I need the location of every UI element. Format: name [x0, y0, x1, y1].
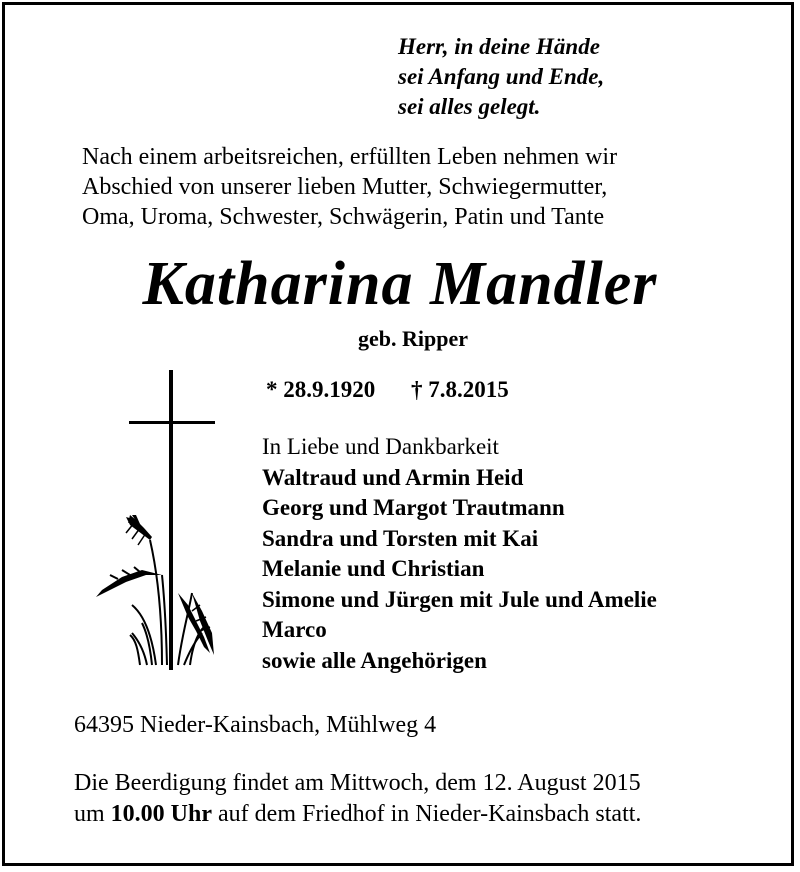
verse-line: Herr, in deine Hände: [398, 34, 600, 59]
funeral-prefix: um: [74, 801, 111, 827]
birth-date: * 28.9.1920: [266, 377, 376, 402]
signer-name: Marco: [262, 617, 327, 642]
death-date: † 7.8.2015: [411, 377, 509, 402]
deceased-name: Katharina Mandler: [142, 250, 658, 318]
life-dates: [266, 375, 509, 405]
intro-line: Oma, Uroma, Schwester, Schwägerin, Patin und Tante: [82, 204, 605, 230]
signer-name: Melanie und Christian: [262, 556, 485, 581]
signer-name: sowie alle Angehörigen: [262, 647, 487, 673]
funeral-line-1: Die Beerdigung findet am Mittwoch, dem 12. August 2015: [74, 770, 641, 796]
maiden-name: geb. Ripper: [358, 326, 468, 351]
funeral-line-2: [74, 799, 641, 830]
verse-line: sei alles gelegt.: [398, 94, 541, 119]
intro-text: [82, 142, 617, 232]
intro-line: Abschied von unserer lieben Mutter, Schwiegermutter,: [82, 174, 608, 200]
signer-name: Georg und Margot Trautmann: [262, 495, 565, 520]
signer-name: Waltraud und Armin Heid: [262, 464, 524, 490]
signers-block: [262, 432, 657, 676]
funeral-time: 10.00 Uhr: [110, 801, 213, 827]
signer-name: Simone und Jürgen mit Jule und Amelie: [262, 586, 657, 612]
bible-verse: [398, 32, 604, 122]
family-address: 64395 Nieder-Kainsbach, Mühlweg 4: [74, 712, 437, 738]
funeral-notice: [74, 768, 641, 830]
funeral-suffix: auf dem Friedhof in Nieder-Kainsbach statt.: [212, 801, 642, 827]
signer-name: Sandra und Torsten mit Kai: [262, 525, 539, 551]
cross-with-wheat-icon: [92, 365, 222, 675]
signers-lead: In Liebe und Dankbarkeit: [262, 434, 499, 459]
intro-line: Nach einem arbeitsreichen, erfüllten Leben nehmen wir: [82, 144, 618, 170]
verse-line: sei Anfang und Ende,: [398, 64, 605, 89]
